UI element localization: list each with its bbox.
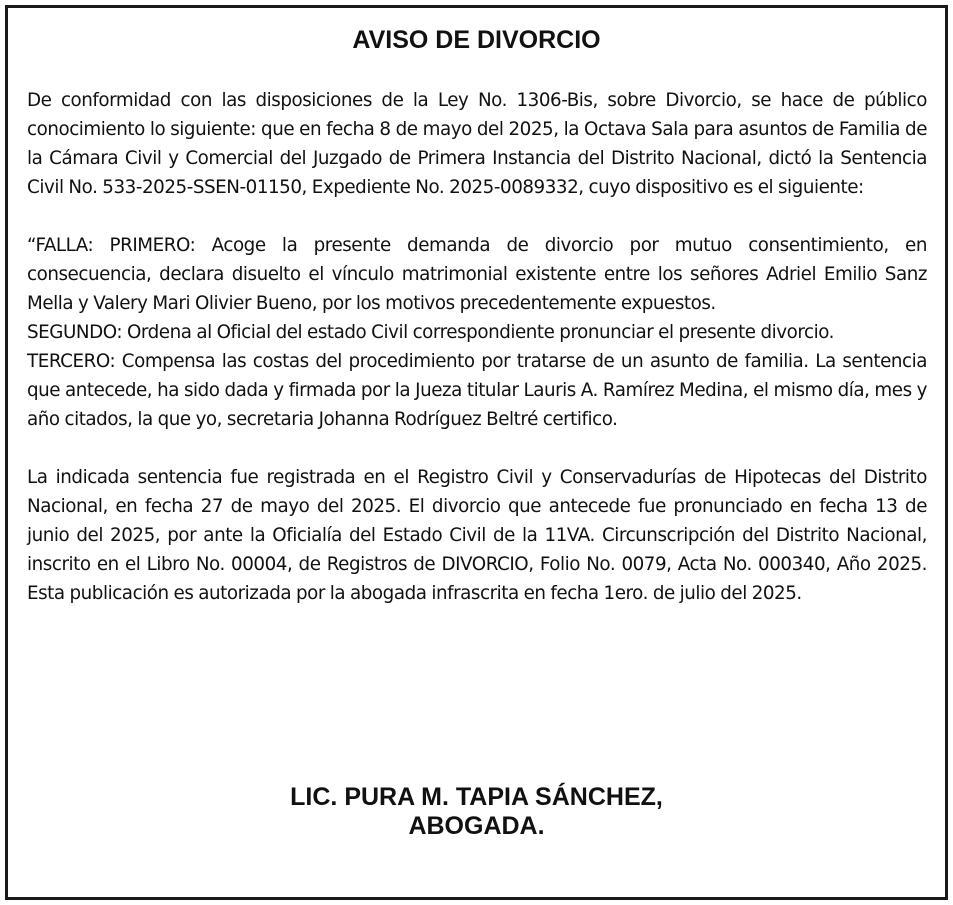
ruling-third-paragraph: TERCERO: Compensa las costas del procedimiento por tratarse de un asunto de familia. La sentencia que antecede, ha sido dada y firmada por la Jueza titular Lauris A. Ramírez Medina, el mismo día, mes y año citados, la que yo, secretaria Johanna Rodríguez Beltré certifico. <box>27 351 927 430</box>
registration-paragraph: La indicada sentencia fue registrada en el Registro Civil y Conservadurías de Hipotecas del Distrito Nacional, en fecha 27 de mayo del 2025. El divorcio que antecede fue pronunciado en fecha 13 de junio del 2025, por ante la Oficialía del Estado Civil de la 11VA. Circunscripción del Distrito Nacional, inscrito en el Libro No. 00004, de Registros de DIVORCIO, Folio No. 0079, Acta No. 000340, Año 2025. Esta publicación es autorizada por la abogada infrascrita en fecha 1ero. de julio del 2025. <box>27 467 927 604</box>
intro-paragraph: De conformidad con las disposiciones de la Ley No. 1306-Bis, sobre Divorcio, se hace de público conocimiento lo siguiente: que en fecha 8 de mayo del 2025, la Octava Sala para asuntos de Familia de la Cámara Civil y Comercial del Juzgado de Primera Instancia del Distrito Nacional, dictó la Sentencia Civil No. 533-2025-SSEN-01150, Expediente No. 2025-0089332, cuyo dispositivo es el siguiente: <box>27 90 927 198</box>
ruling-second-paragraph: SEGUNDO: Ordena al Oficial del estado Civil correspondiente pronunciar el presente divorcio. <box>27 322 835 343</box>
signature-name: LIC. PURA M. TAPIA SÁNCHEZ, <box>290 783 663 811</box>
ruling-first-paragraph: “FALLA: PRIMERO: Acoge la presente demanda de divorcio por mutuo consentimiento, en consecuencia, declara disuelto el vínculo matrimonial existente entre los señores Adriel Emilio Sanz Mella y Valery Mari Olivier Bueno, por los motivos precedentemente expuestos. <box>27 235 927 314</box>
notice-title: AVISO DE DIVORCIO <box>352 26 601 54</box>
notice-frame <box>5 5 948 900</box>
signature-block <box>8 783 945 841</box>
notice-body <box>27 86 927 608</box>
signature-role: ABOGADA. <box>408 812 545 840</box>
